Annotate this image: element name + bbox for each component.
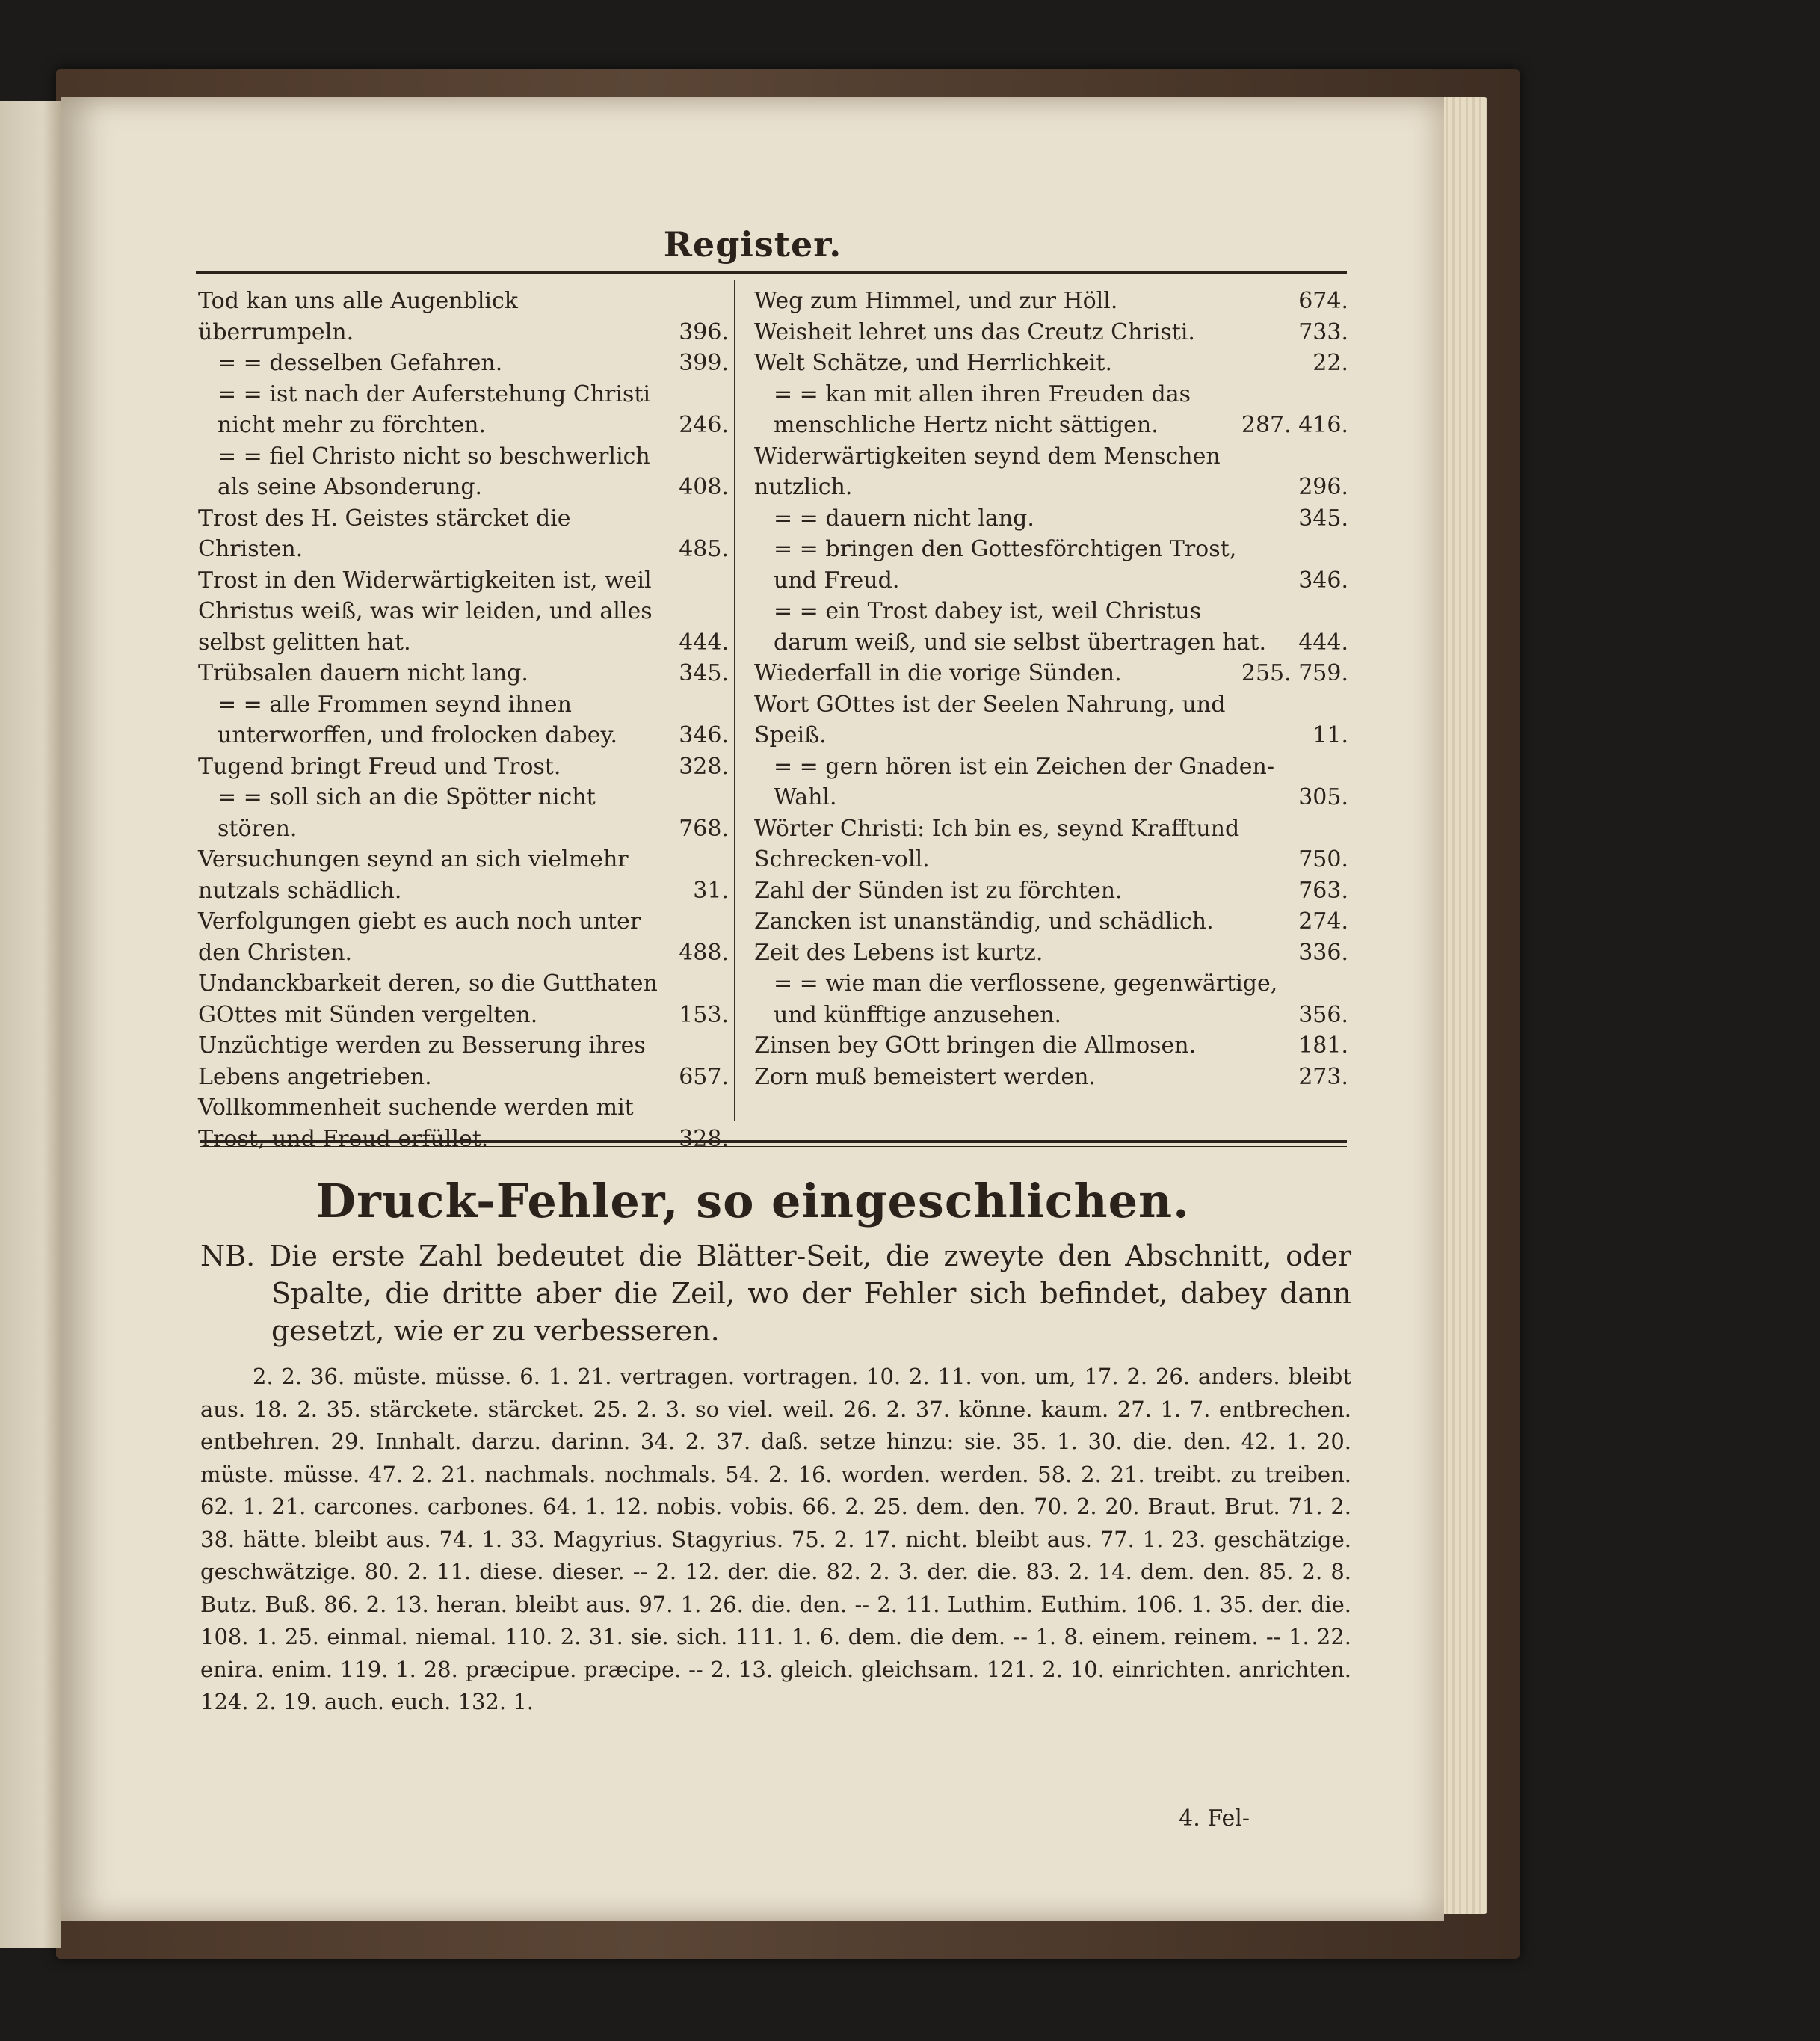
book-page <box>61 97 1444 1921</box>
index-entry-page: 255. 759. <box>1241 660 1348 686</box>
index-entry <box>754 534 1348 596</box>
index-entry <box>754 441 1348 503</box>
index-entry-text: = = desselben Gefahren. <box>198 348 729 379</box>
index-entry <box>754 503 1348 535</box>
index-entry-text: Welt Schätze, und Herrlichkeit. <box>754 350 1112 376</box>
index-entry <box>198 1092 729 1154</box>
index-entry <box>754 286 1348 317</box>
index-entry-text: Wiederfall in die vorige Sünden. <box>754 660 1122 686</box>
index-entry-page: 328. <box>679 753 729 780</box>
index-entry-text: Trübsalen dauern nicht lang. <box>198 660 528 686</box>
index-entry-text: Tod kan uns alle Augenblick überrumpeln. <box>198 288 518 345</box>
index-entry <box>754 1030 1348 1062</box>
index-entry <box>198 348 729 379</box>
index-entry-page: 336. <box>1298 939 1348 966</box>
index-entry-text: = = ein Trost dabey ist, weil Christus darum weiß, und sie selbst übertragen hat. <box>754 596 1348 658</box>
index-entry <box>754 658 1348 689</box>
index-entry-page: 485. <box>679 536 729 562</box>
index-entry-page: 273. <box>1298 1063 1348 1090</box>
index-entry-text: Weisheit lehret uns das Creutz Christi. <box>754 318 1195 345</box>
index-entry-text: = = soll sich an die Spötter nicht stören. <box>198 782 729 844</box>
index-column-left <box>198 286 729 1154</box>
index-entry <box>754 813 1348 875</box>
index-entry <box>198 844 729 906</box>
index-entry <box>754 968 1348 1030</box>
index-entry <box>754 348 1348 379</box>
index-entry-page: 733. <box>1298 318 1348 345</box>
index-entry-text: = = dauern nicht lang. <box>754 503 1348 535</box>
header-rule <box>196 271 1347 274</box>
index-entry-page: 488. <box>679 939 729 966</box>
index-entry <box>198 379 729 441</box>
index-entry-page: 356. <box>1298 1001 1348 1028</box>
index-entry <box>198 968 729 1030</box>
index-entry-page: 181. <box>1298 1032 1348 1059</box>
errata-title: Druck-Fehler, so eingeschlichen. <box>315 1174 1190 1228</box>
index-entry <box>198 782 729 844</box>
index-entry-page: 750. <box>1298 846 1348 872</box>
index-entry-page: 399. <box>679 350 729 376</box>
index-entry-page: 657. <box>679 1063 729 1090</box>
index-entry <box>754 751 1348 813</box>
index-entry-text: Tugend bringt Freud und Trost. <box>198 753 561 780</box>
index-entry-page: 328. <box>679 1125 729 1152</box>
index-entry-text: = = fiel Christo nicht so beschwerlich als seine Absonderung. <box>198 441 729 503</box>
column-divider <box>734 280 735 1121</box>
errata-note: NB. Die erste Zahl bedeutet die Blätter-Seit, die zweyte den Abschnitt, oder Spalte, die dritte aber die Zeil, wo der Fehler sich befindet, dabey dann gesetzt, wie er zu verbesseren. <box>200 1240 1351 1347</box>
index-entry <box>754 689 1348 751</box>
index-entry-text: Vollkommenheit suchende werden mit Trost, und Freud erfüllet. <box>198 1095 634 1152</box>
index-entry-text: = = bringen den Gottesförchtigen Trost, und Freud. <box>754 534 1348 596</box>
index-entry-text: Wort GOttes ist der Seelen Nahrung, und Speiß. <box>754 691 1226 748</box>
index-entry-text: Zorn muß bemeistert werden. <box>754 1063 1096 1090</box>
index-entry-text: Wörter Christi: Ich bin es, seynd Krafftund Schrecken-voll. <box>754 815 1240 872</box>
index-entry <box>198 906 729 968</box>
index-entry-page: 274. <box>1298 908 1348 935</box>
index-entry-page: 246. <box>679 412 729 438</box>
index-entry-text: = = gern hören ist ein Zeichen der Gnaden-Wahl. <box>754 751 1348 813</box>
index-entry-text: Undanckbarkeit deren, so die Gutthaten GOttes mit Sünden vergelten. <box>198 970 658 1028</box>
index-entry-page: 674. <box>1298 288 1348 314</box>
index-entry-page: 345. <box>679 660 729 686</box>
index-entry <box>754 875 1348 907</box>
index-entry-text: Zeit des Lebens ist kurtz. <box>754 939 1043 966</box>
index-entry <box>754 379 1348 441</box>
index-entry-page: 444. <box>1298 629 1348 656</box>
section-rule <box>200 1140 1347 1143</box>
index-entry <box>754 317 1348 348</box>
index-entry <box>198 1030 729 1092</box>
index-entry-text: Zancken ist unanständig, und schädlich. <box>754 908 1214 935</box>
index-entry-text: Zinsen bey GOtt bringen die Allmosen. <box>754 1032 1197 1059</box>
index-entry-text: Unzüchtige werden zu Besserung ihres Lebens angetrieben. <box>198 1032 646 1090</box>
index-entry-page: 444. <box>679 629 729 656</box>
index-entry-text: Weg zum Himmel, und zur Höll. <box>754 288 1118 314</box>
index-entry <box>198 565 729 659</box>
index-entry-page: 346. <box>1298 567 1348 594</box>
index-entry-page: 768. <box>679 815 729 842</box>
index-entry-page: 763. <box>1298 877 1348 904</box>
index-entry-page: 153. <box>679 1001 729 1028</box>
index-entry <box>198 689 729 751</box>
index-entry-page: 31. <box>693 877 729 904</box>
index-entry <box>754 906 1348 938</box>
facing-page-edge <box>0 101 61 1948</box>
index-entry <box>198 503 729 565</box>
index-entry-text: = = wie man die verflossene, gegenwärtige, und künfftige anzusehen. <box>754 968 1348 1030</box>
index-entry-text: Trost des H. Geistes stärcket die Christen. <box>198 505 571 562</box>
index-column-right <box>754 286 1348 1092</box>
index-entry-page: 408. <box>679 474 729 500</box>
index-entry-page: 287. 416. <box>1241 412 1348 438</box>
index-entry-text: Zahl der Sünden ist zu förchten. <box>754 877 1123 904</box>
index-entry-text: Trost in den Widerwärtigkeiten ist, weil Christus weiß, was wir leiden, und alles selbst gelitten hat. <box>198 567 653 656</box>
index-entry <box>754 938 1348 969</box>
index-entry <box>198 658 729 689</box>
index-entry-page: 346. <box>679 722 729 748</box>
index-entry-page: 22. <box>1312 350 1348 376</box>
index-entry-text: = = kan mit allen ihren Freuden das menschliche Hertz nicht sättigen. <box>754 379 1348 441</box>
index-entry <box>198 751 729 783</box>
index-entry-page: 345. <box>1298 505 1348 532</box>
index-entry <box>198 441 729 503</box>
index-entry-text: Verfolgungen giebt es auch noch unter den Christen. <box>198 908 641 966</box>
errata-list: 2. 2. 36. müste. müsse. 6. 1. 21. vertragen. vortragen. 10. 2. 11. von. um, 17. 2. 26. anders. bleibt aus. 18. 2. 35. stärckete. stärcket. 25. 2. 3. so viel. weil. 26. 2. 37. könne. kaum. 27. 1. 7. entbrechen. entbehren. 29. Innhalt. darzu. darinn. 34. 2. 37. daß. setze hinzu: sie. 35. 1. 30. die. den. 42. 1. 20. müste. müsse. 47. 2. 21. nachmals. nochmals. 54. 2. 16. worden. werden. 58. 2. 21. treibt. zu treiben. 62. 1. 21. carcones. carbones. 64. 1. 12. nobis. vobis. 66. 2. 25. dem. den. 70. 2. 20. Braut. Brut. 71. 2. 38. hätte. bleibt aus. 74. 1. 33. Magyrius. Stagyrius. 75. 2. 17. nicht. bleibt aus. 77. 1. 23. geschätzige. geschwätzige. 80. 2. 11. diese. dieser. -- 2. 12. der. die. 82. 2. 3. der. die. 83. 2. 14. dem. den. 85. 2. 8. Butz. Buß. 86. 2. 13. heran. bleibt aus. 97. 1. 26. die. den. -- 2. 11. Luthim. Euthim. 106. 1. 35. der. die. 108. 1. 25. einmal. niemal. 110. 2. 31. sie. sich. 111. 1. 6. dem. die dem. -- 1. 8. einem. reinem. -- 1. 22. enira. enim. 119. 1. 28. præcipue. præcipe. -- 2. 13. gleich. gleichsam. 121. 2. 10. einrichten. anrichten. 124. 2. 19. auch. euch. 132. 1. <box>200 1364 1351 1714</box>
index-entry-text: = = alle Frommen seynd ihnen unterworffen, und frolocken dabey. <box>198 689 729 751</box>
index-entry-page: 396. <box>679 318 729 345</box>
section-rule-thin <box>200 1146 1347 1147</box>
index-entry-text: = = ist nach der Auferstehung Christi nicht mehr zu förchten. <box>198 379 729 441</box>
index-entry-text: Widerwärtigkeiten seynd dem Menschen nutzlich. <box>754 443 1221 500</box>
index-entry-page: 296. <box>1298 474 1348 500</box>
running-head: Register. <box>663 224 842 265</box>
index-entry-text: Versuchungen seynd an sich vielmehr nutzals schädlich. <box>198 846 629 904</box>
index-entry <box>754 1062 1348 1093</box>
index-entry <box>198 286 729 348</box>
index-entry <box>754 596 1348 658</box>
catchword: 4. Fel- <box>1179 1806 1250 1832</box>
index-entry-page: 305. <box>1298 784 1348 810</box>
index-entry-page: 11. <box>1312 722 1348 748</box>
